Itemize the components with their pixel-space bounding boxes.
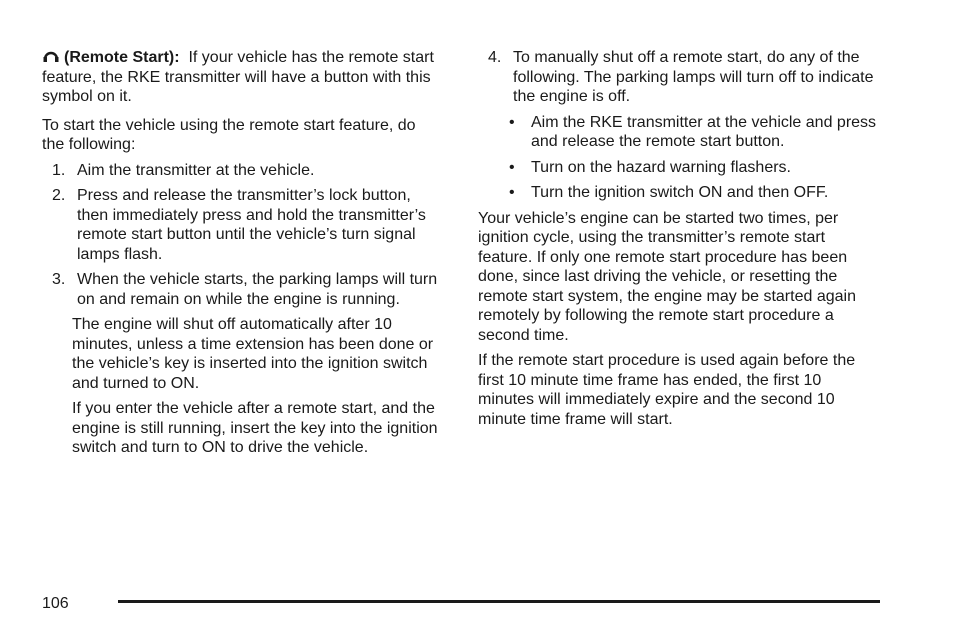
step-text: To manually shut off a remote start, do any of the following. The parking lamps will turn off to indicate the engine is off. — [513, 49, 874, 105]
steps-list-continued — [478, 48, 878, 107]
bullet-text: Turn on the hazard warning flashers. — [531, 158, 791, 176]
bullet-list — [478, 113, 878, 203]
intro-paragraph: To start the vehicle using the remote start feature, do the following: — [42, 116, 416, 153]
paragraph-time-frame: If the remote start procedure is used again before the first 10 minute time frame has ended, the first 10 minutes will immediately expire and the second 10 minute time frame will start. — [478, 352, 856, 428]
right-column — [478, 48, 878, 435]
remote-start-heading — [42, 48, 442, 107]
list-item — [42, 186, 442, 264]
bullet-text: Turn the ignition switch ON and then OFF. — [531, 184, 829, 201]
steps-list — [42, 161, 442, 310]
bullet-icon: • — [509, 184, 515, 201]
paragraph-two-starts: Your vehicle’s engine can be started two times, per ignition cycle, using the transmitter’s remote start feature. If only one remote start procedure has been done, since last driving the vehicle, or resetting the remote start system, the engine may be started again remotely by following the remote start procedure a second time. — [478, 209, 856, 344]
list-item — [478, 48, 878, 107]
step-number: 3. — [52, 271, 66, 288]
list-item — [42, 270, 442, 309]
remote-start-icon — [42, 48, 60, 64]
list-item — [478, 113, 878, 152]
step-number: 4. — [488, 49, 502, 66]
note-auto-shutoff: The engine will shut off automatically after 10 minutes, unless a time extension has been done or the vehicle’s key is inserted into the ignition switch and turned to ON. — [72, 316, 434, 392]
bullet-text: Aim the RKE transmitter at the vehicle and press and release the remote start button. — [531, 113, 877, 150]
left-column — [42, 48, 442, 464]
step-text: Press and release the transmitter’s lock button, then immediately press and hold the transmitter’s remote start button until the vehicle’s turn signal lamps flash. — [77, 187, 426, 263]
bullet-icon: • — [509, 113, 515, 131]
step-text: Aim the transmitter at the vehicle. — [77, 161, 315, 179]
heading-text: If your vehicle has the remote start feature, the RKE transmitter will have a button with this symbol on it. — [42, 49, 434, 105]
step-number: 1. — [52, 161, 66, 179]
list-item — [478, 183, 878, 203]
step-number: 2. — [52, 187, 66, 204]
heading-label: (Remote Start): — [64, 49, 180, 66]
footer-rule — [118, 600, 880, 603]
bullet-icon: • — [509, 158, 515, 176]
step-text: When the vehicle starts, the parking lamps will turn on and remain on while the engine is running. — [77, 271, 438, 308]
list-item — [42, 161, 442, 181]
list-item — [478, 158, 878, 178]
page-number: 106 — [42, 595, 69, 612]
note-enter-vehicle: If you enter the vehicle after a remote start, and the engine is still running, insert the key into the ignition switch and turn to ON to drive the vehicle. — [72, 400, 438, 456]
